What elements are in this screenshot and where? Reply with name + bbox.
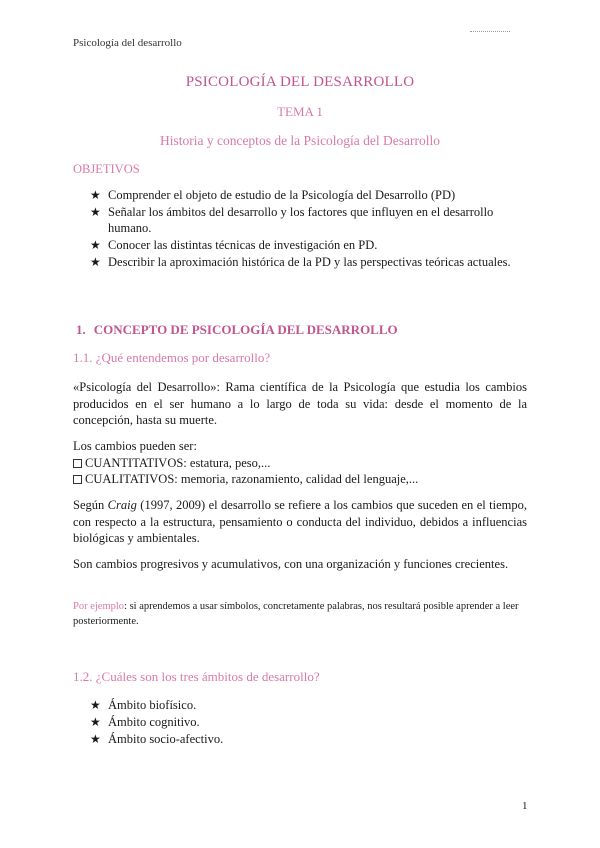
- progressive-paragraph: Son cambios progresivos y acumulativos, con una organización y funciones crecientes.: [73, 557, 509, 571]
- list-item: [90, 697, 530, 713]
- change-text: CUALITATIVOS: memoria, razonamiento, calidad del lenguaje,...: [85, 472, 419, 486]
- changes-intro: Los cambios pueden ser:: [73, 439, 197, 453]
- star-icon: ★: [90, 238, 101, 252]
- ambito-text: Ámbito biofísico.: [108, 698, 197, 712]
- star-icon: ★: [90, 188, 101, 202]
- definition-paragraph: «Psicología del Desarrollo»: Rama científica de la Psicología que estudia los cambios producidos en el ser humano a lo largo de toda su vida: desde el momento de la concepción, hasta su muerte.: [73, 380, 527, 427]
- ambito-text: Ámbito cognitivo.: [108, 715, 200, 729]
- tema-label: TEMA 1: [277, 104, 323, 119]
- craig-author: Craig: [107, 498, 137, 512]
- example-label: Por ejemplo: [73, 601, 125, 612]
- subsection-heading: 1.2. ¿Cuáles son los tres ámbitos de desarrollo?: [73, 669, 320, 684]
- list-item: [90, 204, 530, 236]
- change-item: [73, 455, 527, 472]
- objetivos-heading: OBJETIVOS: [73, 162, 140, 176]
- document-title: PSICOLOGÍA DEL DESARROLLO: [185, 74, 415, 90]
- change-item: [73, 471, 527, 488]
- craig-paragraph: [73, 497, 527, 547]
- ambito-text: Ámbito socio-afectivo.: [108, 732, 224, 746]
- objetivo-text: Describir la aproximación histórica de la PD y las perspectivas teóricas actuales.: [108, 255, 511, 269]
- subsection-heading: 1.1. ¿Qué entendemos por desarrollo?: [73, 350, 271, 365]
- change-text: CUANTITATIVOS: estatura, peso,...: [85, 455, 271, 470]
- craig-text-end: (1997, 2009) el desarrollo se refiere a los cambios que suceden en el tiempo, con respecto a la estructura, pensamiento o conducta del individuo, debidos a influencias biológicas y ambientales.: [73, 498, 527, 545]
- star-icon: ★: [90, 732, 101, 746]
- star-icon: ★: [90, 255, 101, 269]
- ambitos-list: [90, 697, 530, 748]
- craig-text-start: Según: [73, 498, 108, 512]
- changes-paragraph: [73, 438, 527, 488]
- list-item: [90, 731, 530, 747]
- objetivo-text: Conocer las distintas técnicas de investigación en PD.: [108, 238, 378, 252]
- checkbox-icon: [73, 475, 82, 484]
- list-item: [90, 714, 530, 730]
- example-paragraph: [73, 599, 527, 629]
- objetivo-text: Señalar los ámbitos del desarrollo y los factores que influyen en el desarrollo humano.: [108, 205, 494, 235]
- star-icon: ★: [90, 205, 101, 219]
- document-subtitle: Historia y conceptos de la Psicología del Desarrollo: [159, 133, 441, 148]
- list-item: [90, 254, 530, 270]
- running-header: Psicología del desarrollo: [73, 37, 182, 49]
- section-heading: [76, 322, 398, 338]
- objetivos-list: [90, 187, 530, 271]
- section-number: 1.: [76, 322, 86, 337]
- section-title: CONCEPTO DE PSICOLOGÍA DEL DESARROLLO: [93, 322, 398, 337]
- list-item: [90, 237, 530, 253]
- star-icon: ★: [90, 715, 101, 729]
- list-item: [90, 187, 530, 203]
- star-icon: ★: [90, 698, 101, 712]
- objetivo-text: Comprender el objeto de estudio de la Psicología del Desarrollo (PD): [108, 188, 456, 202]
- checkbox-icon: [73, 459, 82, 468]
- page-number: 1: [522, 800, 528, 812]
- header-mark: [470, 31, 510, 38]
- example-text: : si aprendemos a usar símbolos, concretamente palabras, nos resultará posible aprender a leer posteriormente.: [73, 601, 519, 627]
